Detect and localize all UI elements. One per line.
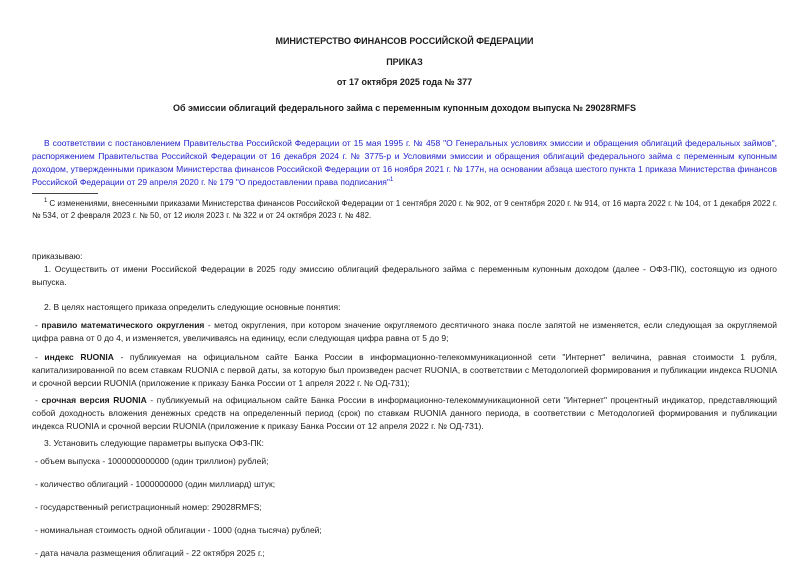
definition-dash: - (35, 352, 45, 362)
preamble-paragraph (32, 137, 777, 189)
definition-dash: - (35, 320, 42, 330)
definition-term: правило математического округления (41, 320, 205, 330)
ministry-name: МИНИСТЕРСТВО ФИНАНСОВ РОССИЙСКОЙ ФЕДЕРАЦИИ (275, 36, 534, 46)
parameter-nominal-value: - номинальная стоимость одной облигации - 1000 (одна тысяча) рублей; (35, 525, 322, 535)
order-item-3: 3. Установить следующие параметры выпуска ОФЗ-ПК: (44, 438, 264, 448)
definition-ruonia-index (32, 351, 777, 390)
definition-dash: - (35, 395, 42, 405)
parameter-registration-number: - государственный регистрационный номер: 29028RMFS; (35, 502, 262, 512)
parameter-placement-start-date: - дата начала размещения облигаций - 22 октября 2025 г.; (35, 548, 265, 558)
doc-type: ПРИКАЗ (386, 57, 423, 67)
footnote-paragraph (32, 198, 777, 222)
footnote-reference-mark: 1 (389, 177, 394, 184)
definition-text: - публикуемая на официальном сайте Банка России в информационно-телекоммуникационной сети "Интернет" величина, равная стоимости 1 рубля, капитализированной по всем ставкам RUONIA с первой даты, за которую был произведен расчет RUONIA, в соответствии с Методологией формирования и публикации индекса RUONIA и срочной версии RUONIA (приложение к приказу Банка России от 1 апреля 2022 г. № ОД-731); (32, 352, 777, 388)
order-item-2: 2. В целях настоящего приказа определить следующие основные понятия: (44, 302, 341, 312)
preamble-link-text[interactable]: В соответствии с постановлением Правительства Российской Федерации от 15 мая 1995 г. № 458 "О Генеральных условиях эмиссии и обращения облигаций федеральных займов", распоряжением Правительства Российской Федерации от 16 декабря 2024 г. № 3775-р и Условиями эмиссии и обращения облигаций федерального займа с переменным купонным доходом, утвержденными приказом Министерства финансов Российской Федерации от 16 ноября 2021 г. № 177н, на основании абзаца шестого пункта 1 приказа Министерства финансов Российской Федерации от 29 апреля 2020 г. № 179 "О предоставлении права подписания" (32, 138, 777, 187)
definition-ruonia-term-version (32, 394, 777, 433)
order-word: приказываю: (32, 251, 83, 261)
definition-text: - метод округления, при котором значение округляемого десятичного знака после запятой не изменяется, если следующая за округляемой цифра равна от 0 до 4, и изменяется, увеличиваясь на единицу, если следующая цифра равна от 5 до 9; (32, 320, 777, 343)
definition-text: - публикуемый на официальном сайте Банка России в информационно-телекоммуникационной сети "Интернет" процентный индикатор, представляющий собой доходность вложения денежных средств на определенный период (срок) по ставкам RUONIA данного периода, в соответствии с Методологией формирования и публикации индекса RUONIA и срочной версии RUONIA (приложение к приказу Банка России от 12 апреля 2022 г. № ОД-731). (32, 395, 778, 431)
parameter-issue-volume: - объем выпуска - 1000000000000 (один триллион) рублей; (35, 456, 269, 466)
parameter-bond-count: - количество облигаций - 1000000000 (один миллиард) штук; (35, 479, 276, 489)
doc-date-number: от 17 октября 2025 года № 377 (336, 77, 473, 87)
order-item-1: 1. Осуществить от имени Российской Федерации в 2025 году эмиссию облигаций федерального займа с переменным купонным доходом (далее - ОФЗ-ПК), состоящую из одного выпуска. (32, 264, 777, 287)
footnote-separator-rule (32, 193, 98, 194)
footnote-text: С изменениями, внесенными приказами Министерства финансов Российской Федерации от 1 сентября 2020 г. № 902, от 9 сентября 2020 г. № 914, от 16 марта 2022 г. № 104, от 1 декабря 2022 г. № 534, от 2 февраля 2023 г. № 50, от 12 июля 2023 г. № 322 и от 24 октября 2023 г. № 482. (32, 199, 777, 220)
definition-term: срочная версия RUONIA (41, 395, 147, 405)
definition-term: индекс RUONIA (44, 352, 114, 362)
definition-rounding-rule (32, 319, 777, 345)
doc-title: Об эмиссии облигаций федерального займа с переменным купонным доходом выпуска № 29028RMFS (172, 103, 637, 113)
footnote-number: 1 (44, 198, 48, 205)
